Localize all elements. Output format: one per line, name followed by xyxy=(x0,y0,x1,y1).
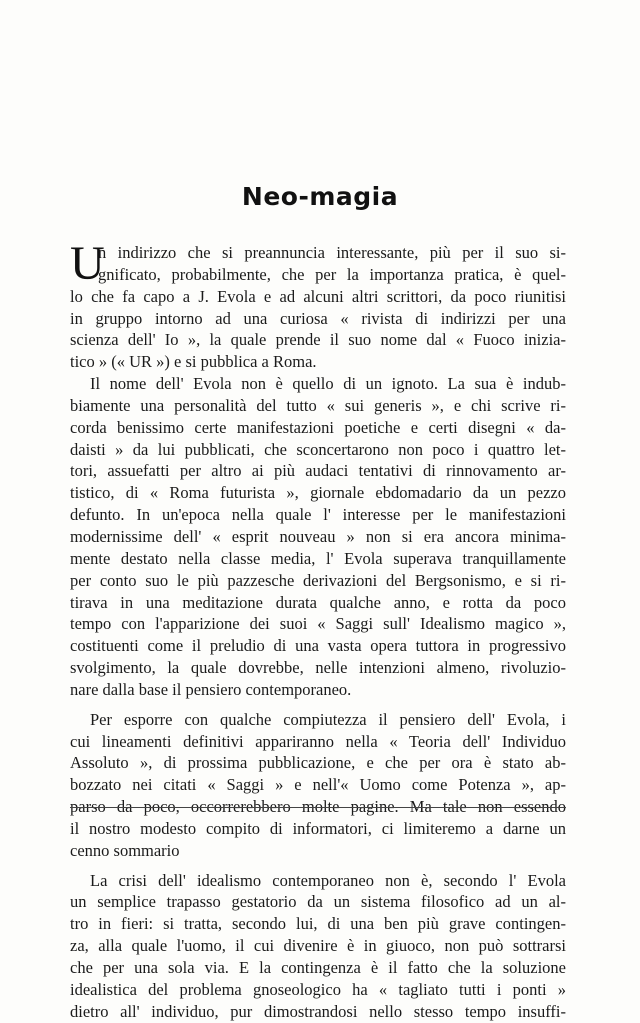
text-line: biamente una personalità del tutto « sui generis », e chi scrive ri- xyxy=(70,395,566,415)
text-line: nare dalla base il pensiero contemporaneo. xyxy=(70,679,352,699)
text-line: tico » (« UR ») e si pubblica a Roma. xyxy=(70,352,317,372)
paragraph-3 xyxy=(70,709,566,862)
text-line: tempo con l'apparizione dei suoi « Saggi sull' Idealismo magico », xyxy=(70,614,566,634)
text-line: za, alla quale l'uomo, il cui divenire è in giuoco, non può sottrarsi xyxy=(70,936,566,956)
text-line: tirava in una meditazione durata qualche anno, e rotta da poco xyxy=(70,592,566,612)
article-title: Neo-magia xyxy=(241,182,399,211)
text-line: Il nome dell' Evola non è quello di un ignoto. La sua è indub- xyxy=(90,374,566,394)
text-line: dietro all' individuo, pur dimostrandosi nello stesso tempo insuffi- xyxy=(70,1001,566,1021)
text-line: tistico, di « Roma futurista », giornale ebdomadario da un pezzo xyxy=(70,483,566,503)
text-line: corda benissimo certe manifestazioni poetiche e certi disegni « da- xyxy=(70,417,566,437)
text-line: Assoluto », di prossima pubblicazione, e che per ora è stato ab- xyxy=(70,753,566,773)
text-line: n indirizzo che si preannuncia interessante, più per il suo si- xyxy=(98,243,566,262)
text-line: mente destato nella classe media, l' Evola superava tranquillamente xyxy=(70,548,566,568)
text-line: bozzato nei citati « Saggi » e nell'« Uomo come Potenza », ap- xyxy=(70,775,566,795)
text-line: La crisi dell' idealismo contemporaneo non è, secondo l' Evola xyxy=(90,870,566,890)
text-line: un semplice trapasso gestatorio da un sistema filosofico ad un al- xyxy=(70,892,566,912)
text-line: Per esporre con qualche compiutezza il pensiero dell' Evola, i xyxy=(90,709,566,729)
drop-cap: U xyxy=(70,237,105,290)
paragraph-4 xyxy=(70,870,566,1023)
text-line: il nostro modesto compito di informatori, ci limiteremo a darne un xyxy=(70,818,566,838)
text-line: parso da poco, occorrerebbero molte pagine. Ma tale non essendo xyxy=(70,797,566,817)
text-line: lo che fa capo a J. Evola e ad alcuni altri scrittori, da poco riunitisi xyxy=(70,286,566,306)
text-line: scienza dell' Io », la quale prende il suo nome dal « Fuoco inizia- xyxy=(70,330,566,350)
text-line: tori, assuefatti per altro ai più audaci tentativi di rinnovamento ar- xyxy=(70,461,566,481)
article-body xyxy=(70,237,566,1023)
paragraph-1 xyxy=(70,237,566,373)
text-line: tro in fieri: si tratta, secondo lui, di una ben più grave contingen- xyxy=(70,914,566,934)
text-line: defunto. In un'epoca nella quale l' interesse per le manifestazioni xyxy=(70,505,566,525)
text-line: daisti » da lui pubblicati, che sconcertarono non poco i quattro let- xyxy=(70,439,566,459)
paragraph-2 xyxy=(70,373,566,701)
text-line: che per una sola via. E la contingenza è il fatto che la soluzione xyxy=(70,958,566,977)
text-line: cenno sommario xyxy=(70,840,180,860)
text-line: idealistica del problema gnoseologico ha « tagliato tutti i ponti » xyxy=(70,979,566,999)
text-line: per conto suo le più pazzesche derivazioni del Bergsonismo, e si ri- xyxy=(70,570,566,590)
text-line: cui lineamenti definitivi appariranno nella « Teoria dell' Individuo xyxy=(70,731,566,751)
text-line: modernissime dell' « esprit nouveau » non si era ancora minima- xyxy=(70,526,566,546)
text-line: costituenti come il preludio di una vasta opera tuttora in progressivo xyxy=(70,636,566,656)
text-line: in gruppo intorno ad una curiosa « rivista di indirizzi per una xyxy=(70,308,566,328)
text-line: gnificato, probabilmente, che per la importanza pratica, è quel- xyxy=(98,264,566,284)
text-line: svolgimento, la quale dovrebbe, nelle intenzioni almeno, rivoluzio- xyxy=(70,658,566,678)
